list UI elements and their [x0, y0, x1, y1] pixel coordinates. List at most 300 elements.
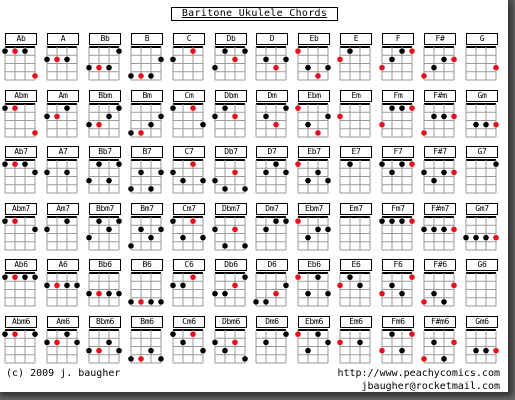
finger-dot — [421, 227, 427, 233]
chord-label: Cm — [173, 90, 205, 102]
root-note-dot — [337, 114, 343, 120]
finger-dot — [22, 161, 28, 167]
chord-label: A6 — [47, 259, 79, 271]
finger-dot — [473, 235, 479, 241]
finger-dot — [148, 122, 154, 128]
finger-dot — [263, 170, 269, 176]
chord-label: Bm7 — [131, 203, 163, 215]
finger-dot — [222, 348, 228, 354]
finger-dot — [389, 283, 395, 289]
chord-label: Abm — [5, 90, 37, 102]
website-link[interactable]: http://www.peachycomics.com — [337, 368, 500, 379]
finger-dot — [263, 227, 269, 233]
root-note-dot — [96, 348, 102, 354]
finger-dot — [483, 235, 489, 241]
root-note-dot — [273, 65, 279, 71]
finger-dot — [463, 235, 469, 241]
chord-diagram — [128, 47, 164, 80]
chord-diagram — [256, 104, 289, 137]
finger-dot — [86, 348, 92, 354]
chord-label: Em6 — [340, 316, 372, 328]
root-note-dot — [409, 48, 415, 54]
root-note-dot — [190, 218, 196, 224]
finger-dot — [64, 170, 70, 176]
chord-label: Bbm6 — [89, 316, 121, 328]
finger-dot — [180, 235, 186, 241]
finger-dot — [74, 283, 80, 289]
finger-dot — [347, 161, 353, 167]
chord-label: Bm — [131, 90, 163, 102]
finger-dot — [32, 331, 38, 337]
finger-dot — [389, 105, 395, 111]
chord-label: E — [340, 33, 372, 45]
root-note-dot — [337, 57, 343, 63]
finger-dot — [2, 161, 8, 167]
root-note-dot — [379, 291, 385, 297]
finger-dot — [44, 283, 50, 289]
chord-label: Dm6 — [256, 316, 288, 328]
chord-label: B — [131, 33, 163, 45]
finger-dot — [106, 114, 112, 120]
chord-diagram — [256, 47, 289, 80]
finger-dot — [389, 218, 395, 224]
finger-dot — [44, 57, 50, 63]
finger-dot — [86, 235, 92, 241]
root-note-dot — [190, 274, 196, 280]
chord-diagram — [44, 330, 80, 363]
chord-diagram — [340, 217, 370, 250]
finger-dot — [263, 114, 269, 120]
chord-diagram — [86, 273, 122, 306]
finger-dot — [22, 274, 28, 280]
root-note-dot — [493, 235, 499, 241]
finger-dot — [44, 340, 50, 346]
chord-label: F6 — [382, 259, 414, 271]
root-note-dot — [54, 114, 60, 120]
chord-label: Eb7 — [298, 146, 330, 158]
chord-label: Db — [215, 33, 247, 45]
finger-dot — [325, 178, 331, 184]
chord-diagram — [2, 47, 38, 80]
chord-label: D6 — [256, 259, 288, 271]
root-note-dot — [493, 348, 499, 354]
root-note-dot — [409, 161, 415, 167]
chord-diagram — [295, 160, 331, 193]
finger-dot — [305, 65, 311, 71]
chord-diagram — [212, 160, 248, 193]
chord-diagram — [86, 160, 122, 193]
chord-label: Bb — [89, 33, 121, 45]
finger-dot — [325, 227, 331, 233]
chord-diagram — [2, 330, 38, 363]
chord-diagram — [128, 273, 164, 306]
root-note-dot — [421, 299, 427, 305]
finger-dot — [148, 348, 154, 354]
root-note-dot — [232, 57, 238, 63]
finger-dot — [180, 283, 186, 289]
finger-dot — [116, 48, 122, 54]
finger-dot — [32, 170, 38, 176]
chord-diagram — [86, 217, 122, 250]
chord-diagram — [128, 330, 164, 363]
chord-diagram — [44, 47, 77, 80]
chord-diagram — [44, 273, 80, 306]
finger-dot — [158, 356, 164, 362]
finger-dot — [242, 274, 248, 280]
finger-dot — [64, 331, 70, 337]
finger-dot — [116, 291, 122, 297]
finger-dot — [106, 291, 112, 297]
finger-dot — [170, 218, 176, 224]
root-note-dot — [232, 283, 238, 289]
finger-dot — [441, 57, 447, 63]
finger-dot — [128, 356, 134, 362]
finger-dot — [315, 331, 321, 337]
chord-label: Bm6 — [131, 316, 163, 328]
root-note-dot — [190, 331, 196, 337]
finger-dot — [64, 218, 70, 224]
finger-dot — [325, 340, 331, 346]
chord-diagram — [466, 330, 499, 363]
chord-label: Bb7 — [89, 146, 121, 158]
finger-dot — [389, 57, 395, 63]
root-note-dot — [421, 356, 427, 362]
finger-dot — [116, 218, 122, 224]
finger-dot — [431, 291, 437, 297]
chord-label: G — [466, 33, 498, 45]
finger-dot — [138, 170, 144, 176]
finger-dot — [86, 178, 92, 184]
chord-label: E7 — [340, 146, 372, 158]
finger-dot — [283, 331, 289, 337]
chord-label: G6 — [466, 259, 498, 271]
root-note-dot — [315, 73, 321, 79]
finger-dot — [347, 274, 353, 280]
finger-dot — [431, 114, 437, 120]
finger-dot — [389, 170, 395, 176]
root-note-dot — [96, 65, 102, 71]
finger-dot — [212, 291, 218, 297]
finger-dot — [325, 291, 331, 297]
chord-label: F#m7 — [424, 203, 456, 215]
root-note-dot — [54, 340, 60, 346]
finger-dot — [116, 105, 122, 111]
chord-diagram — [421, 273, 457, 306]
chord-label: F#7 — [424, 146, 456, 158]
finger-dot — [399, 105, 405, 111]
chord-label: Cm6 — [173, 316, 205, 328]
root-note-dot — [493, 122, 499, 128]
chord-label: Dbm6 — [215, 316, 247, 328]
chord-label: Dbm — [215, 90, 247, 102]
root-note-dot — [232, 340, 238, 346]
chord-diagram — [212, 273, 248, 306]
finger-dot — [357, 340, 363, 346]
finger-dot — [148, 235, 154, 241]
chord-diagram — [256, 217, 289, 250]
chord-diagram — [170, 47, 203, 80]
finger-dot — [74, 340, 80, 346]
chord-diagram — [128, 160, 164, 193]
chord-diagram — [2, 273, 38, 306]
finger-dot — [106, 178, 112, 184]
finger-dot — [86, 65, 92, 71]
finger-dot — [2, 48, 8, 54]
finger-dot — [148, 73, 154, 79]
root-note-dot — [54, 283, 60, 289]
chord-label: Fm6 — [382, 316, 414, 328]
finger-dot — [283, 218, 289, 224]
chord-diagram — [421, 330, 457, 363]
finger-dot — [325, 114, 331, 120]
finger-dot — [212, 340, 218, 346]
root-note-dot — [232, 227, 238, 233]
chord-diagram — [340, 160, 370, 193]
finger-dot — [32, 274, 38, 280]
chord-diagram — [2, 104, 38, 137]
finger-dot — [283, 170, 289, 176]
chord-label: E6 — [340, 259, 372, 271]
chord-label: Ab6 — [5, 259, 37, 271]
chord-diagram — [44, 160, 77, 193]
finger-dot — [263, 340, 269, 346]
root-note-dot — [190, 105, 196, 111]
finger-dot — [106, 340, 112, 346]
finger-dot — [158, 114, 164, 120]
chord-label: F#m — [424, 90, 456, 102]
finger-dot — [212, 65, 218, 71]
root-note-dot — [54, 57, 60, 63]
finger-dot — [170, 105, 176, 111]
finger-dot — [347, 48, 353, 54]
chord-label: F — [382, 33, 414, 45]
chord-label: G7 — [466, 146, 498, 158]
chord-diagram — [379, 330, 415, 363]
finger-dot — [242, 186, 248, 192]
root-note-dot — [409, 105, 415, 111]
chord-diagram — [128, 217, 164, 250]
chord-diagram — [379, 217, 415, 250]
root-note-dot — [12, 274, 18, 280]
root-note-dot — [12, 161, 18, 167]
root-note-dot — [379, 122, 385, 128]
chord-label: Ab7 — [5, 146, 37, 158]
chord-diagram — [170, 104, 206, 137]
root-note-dot — [12, 105, 18, 111]
root-note-dot — [12, 48, 18, 54]
chord-diagram — [212, 104, 245, 137]
chord-diagram — [256, 330, 289, 363]
finger-dot — [441, 356, 447, 362]
chord-diagram — [295, 104, 331, 137]
finger-dot — [315, 227, 321, 233]
finger-dot — [242, 356, 248, 362]
finger-dot — [315, 170, 321, 176]
finger-dot — [441, 170, 447, 176]
finger-dot — [283, 283, 289, 289]
finger-dot — [170, 331, 176, 337]
finger-dot — [431, 340, 437, 346]
chord-label: Ebm6 — [298, 316, 330, 328]
root-note-dot — [295, 218, 301, 224]
chord-diagram — [337, 330, 370, 363]
root-note-dot — [451, 114, 457, 120]
finger-dot — [273, 218, 279, 224]
chord-diagram — [463, 217, 499, 250]
chord-diagram — [421, 217, 457, 250]
chord-label: F#m6 — [424, 316, 456, 328]
finger-dot — [305, 178, 311, 184]
finger-dot — [431, 227, 437, 233]
root-note-dot — [337, 340, 343, 346]
chord-diagram — [337, 273, 370, 306]
chord-label: Cm7 — [173, 203, 205, 215]
finger-dot — [158, 299, 164, 305]
root-note-dot — [295, 48, 301, 54]
finger-dot — [200, 178, 206, 184]
root-note-dot — [32, 73, 38, 79]
chord-diagram — [170, 217, 206, 250]
finger-dot — [379, 161, 385, 167]
finger-dot — [273, 161, 279, 167]
finger-dot — [483, 122, 489, 128]
finger-dot — [253, 299, 259, 305]
chord-diagram — [128, 104, 164, 137]
finger-dot — [64, 283, 70, 289]
chord-diagram — [337, 47, 370, 80]
chord-diagram — [337, 104, 370, 137]
finger-dot — [200, 348, 206, 354]
finger-dot — [86, 122, 92, 128]
root-note-dot — [421, 130, 427, 136]
chord-diagram — [2, 160, 38, 193]
finger-dot — [2, 274, 8, 280]
root-note-dot — [273, 122, 279, 128]
chord-diagram — [421, 47, 457, 80]
chord-label: Am6 — [47, 316, 79, 328]
chord-label: B7 — [131, 146, 163, 158]
chord-label: Fm — [382, 90, 414, 102]
finger-dot — [389, 331, 395, 337]
chord-diagram — [421, 104, 457, 137]
chord-label: Ebm7 — [298, 203, 330, 215]
finger-dot — [32, 227, 38, 233]
chord-label: Abm6 — [5, 316, 37, 328]
finger-dot — [138, 227, 144, 233]
finger-dot — [128, 186, 134, 192]
root-note-dot — [493, 65, 499, 71]
root-note-dot — [421, 73, 427, 79]
finger-dot — [473, 348, 479, 354]
finger-dot — [96, 218, 102, 224]
root-note-dot — [12, 218, 18, 224]
chord-diagram — [379, 160, 415, 193]
finger-dot — [441, 114, 447, 120]
finger-dot — [2, 331, 8, 337]
finger-dot — [2, 218, 8, 224]
chord-label: C7 — [173, 146, 205, 158]
chord-label: F7 — [382, 146, 414, 158]
root-note-dot — [451, 340, 457, 346]
chord-diagram — [466, 104, 499, 137]
chord-label: Ebm — [298, 90, 330, 102]
root-note-dot — [337, 283, 343, 289]
chord-label: Em7 — [340, 203, 372, 215]
finger-dot — [170, 283, 176, 289]
chord-diagram — [44, 104, 77, 137]
chord-label: Am — [47, 90, 79, 102]
chord-label: B6 — [131, 259, 163, 271]
chord-diagram — [86, 104, 122, 137]
chord-diagram — [466, 47, 499, 80]
chord-diagram — [295, 330, 331, 363]
chord-diagram — [212, 217, 248, 250]
chord-diagram — [295, 47, 331, 80]
chord-label: Gm7 — [466, 203, 498, 215]
finger-dot — [128, 243, 134, 249]
finger-dot — [2, 105, 8, 111]
chord-diagram — [253, 273, 289, 306]
root-note-dot — [295, 331, 301, 337]
finger-dot — [222, 186, 228, 192]
finger-dot — [64, 105, 70, 111]
finger-dot — [305, 348, 311, 354]
root-note-dot — [138, 356, 144, 362]
chord-label: C — [173, 33, 205, 45]
root-note-dot — [451, 227, 457, 233]
root-note-dot — [138, 130, 144, 136]
email-link[interactable]: jbaugher@rocketmail.com — [361, 381, 500, 392]
chord-label: Dm7 — [256, 203, 288, 215]
chord-diagram — [379, 273, 415, 306]
finger-dot — [399, 291, 405, 297]
finger-dot — [263, 299, 269, 305]
finger-dot — [399, 218, 405, 224]
root-note-dot — [232, 170, 238, 176]
root-note-dot — [379, 65, 385, 71]
chord-label: Bb6 — [89, 259, 121, 271]
finger-dot — [357, 283, 363, 289]
finger-dot — [431, 178, 437, 184]
finger-dot — [200, 235, 206, 241]
finger-dot — [180, 178, 186, 184]
chord-diagram — [212, 47, 248, 80]
chord-label: Em — [340, 90, 372, 102]
chord-label: Fm7 — [382, 203, 414, 215]
root-note-dot — [295, 105, 301, 111]
finger-dot — [222, 243, 228, 249]
root-note-dot — [138, 73, 144, 79]
root-note-dot — [138, 299, 144, 305]
finger-dot — [315, 274, 321, 280]
chord-label: D — [256, 33, 288, 45]
root-note-dot — [32, 130, 38, 136]
finger-dot — [44, 227, 50, 233]
finger-dot — [441, 227, 447, 233]
finger-dot — [421, 170, 427, 176]
chord-label: D7 — [256, 146, 288, 158]
finger-dot — [483, 348, 489, 354]
chord-label: F#6 — [424, 259, 456, 271]
chord-diagram — [2, 217, 38, 250]
finger-dot — [212, 227, 218, 233]
chord-diagram — [466, 160, 499, 193]
chord-label: Eb6 — [298, 259, 330, 271]
root-note-dot — [409, 218, 415, 224]
finger-dot — [148, 186, 154, 192]
finger-dot — [222, 48, 228, 54]
chord-label: Bbm7 — [89, 203, 121, 215]
